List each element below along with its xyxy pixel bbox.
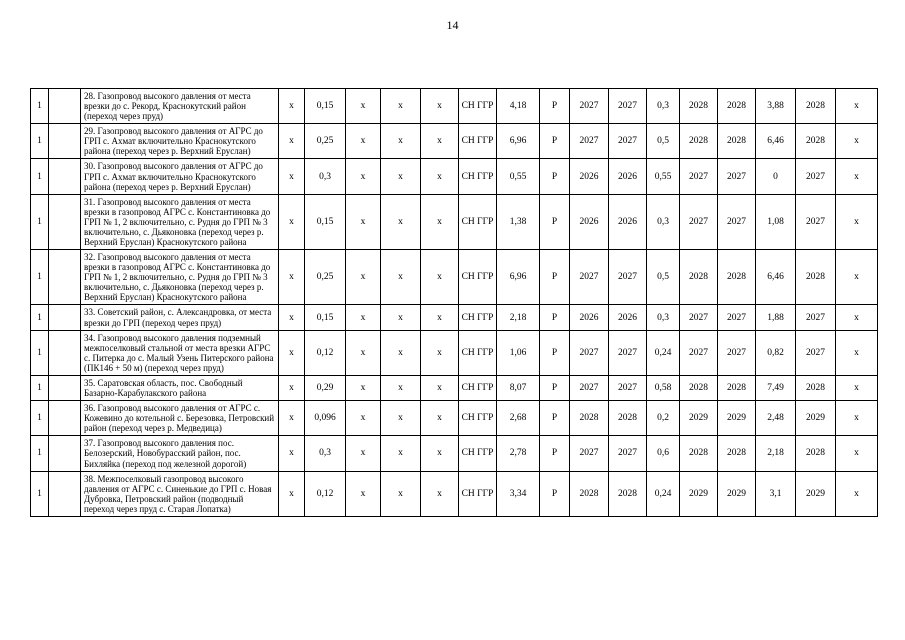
value-cell: 0,3 [647, 194, 680, 249]
value-cell: 2027 [718, 194, 756, 249]
value-cell: 0,3 [305, 436, 346, 471]
value-cell: СН ГГР [459, 159, 497, 194]
table-row [31, 401, 878, 436]
value-cell: 2027 [796, 305, 836, 330]
value-cell: 2028 [796, 250, 836, 305]
value-cell: 3,88 [756, 89, 796, 124]
description-cell: 38. Межпоселковый газопровод высокого давления от АГРС с. Синенькие до ГРП с. Новая Дубровка, Петровский район (подводный переход через пруд с. Старая Лопатка) [81, 471, 279, 516]
value-cell: 0,55 [647, 159, 680, 194]
value-cell: 6,46 [756, 250, 796, 305]
value-cell: 0,6 [647, 436, 680, 471]
value-cell: x [836, 330, 878, 375]
value-cell: 0,5 [647, 124, 680, 159]
value-cell: x [381, 89, 421, 124]
value-cell: Р [540, 159, 570, 194]
value-cell: x [346, 124, 381, 159]
description-cell: 31. Газопровод высокого давления от места врезки в газопровод АГРС с. Константиновка до ГРП № 1, 2 включительно, с. Рудня до ГРП № 3 включительно, с. Дьяконовка (переход через р. Верхний Еруслан) Краснокутского района [81, 194, 279, 249]
value-cell: x [421, 159, 459, 194]
value-cell: 2,48 [756, 401, 796, 436]
value-cell: 1,08 [756, 194, 796, 249]
value-cell: 0,24 [647, 471, 680, 516]
value-cell: x [279, 124, 305, 159]
value-cell: 1 [31, 89, 49, 124]
value-cell: 0,15 [305, 89, 346, 124]
table-row [31, 89, 878, 124]
value-cell: x [346, 250, 381, 305]
value-cell: x [421, 375, 459, 400]
value-cell: x [279, 436, 305, 471]
value-cell: 2027 [680, 159, 718, 194]
value-cell: x [279, 89, 305, 124]
value-cell: Р [540, 330, 570, 375]
value-cell: x [836, 159, 878, 194]
value-cell: x [279, 159, 305, 194]
description-cell: 37. Газопровод высокого давления пос. Белозерский, Новобурасский район, пос. Бихляйка (переход под железной дорогой) [81, 436, 279, 471]
value-cell: 2027 [609, 330, 647, 375]
value-cell: 1,38 [497, 194, 540, 249]
value-cell: x [346, 436, 381, 471]
value-cell: 2027 [609, 250, 647, 305]
value-cell: x [381, 401, 421, 436]
value-cell: 2028 [796, 375, 836, 400]
value-cell: 2029 [796, 401, 836, 436]
value-cell: x [381, 159, 421, 194]
value-cell: 0,096 [305, 401, 346, 436]
value-cell: x [279, 330, 305, 375]
value-cell: 2027 [609, 124, 647, 159]
value-cell: 1 [31, 250, 49, 305]
value-cell: x [381, 305, 421, 330]
value-cell: 0,12 [305, 471, 346, 516]
value-cell: 0,15 [305, 305, 346, 330]
description-cell: 33. Советский район, с. Александровка, от места врезки до ГРП (переход через пруд) [81, 305, 279, 330]
value-cell: Р [540, 471, 570, 516]
value-cell: 2,68 [497, 401, 540, 436]
value-cell: 2027 [609, 436, 647, 471]
value-cell: Р [540, 436, 570, 471]
value-cell: 0,25 [305, 124, 346, 159]
value-cell: x [346, 401, 381, 436]
value-cell: 2027 [570, 375, 609, 400]
value-cell: 0,24 [647, 330, 680, 375]
value-cell: СН ГГР [459, 471, 497, 516]
value-cell: 2029 [796, 471, 836, 516]
value-cell: x [346, 330, 381, 375]
value-cell: x [421, 436, 459, 471]
value-cell: x [421, 89, 459, 124]
value-cell: 0,58 [647, 375, 680, 400]
value-cell: x [836, 401, 878, 436]
value-cell: 2026 [570, 305, 609, 330]
value-cell: Р [540, 124, 570, 159]
value-cell: 2028 [718, 436, 756, 471]
value-cell [49, 89, 81, 124]
table-row [31, 124, 878, 159]
value-cell: 2027 [570, 89, 609, 124]
value-cell: 7,49 [756, 375, 796, 400]
value-cell: 1 [31, 124, 49, 159]
value-cell: СН ГГР [459, 124, 497, 159]
value-cell: 2027 [680, 330, 718, 375]
value-cell: x [346, 194, 381, 249]
value-cell: 2026 [570, 159, 609, 194]
value-cell: СН ГГР [459, 305, 497, 330]
value-cell: 1,88 [756, 305, 796, 330]
value-cell: 2029 [718, 471, 756, 516]
value-cell: x [421, 124, 459, 159]
value-cell: Р [540, 89, 570, 124]
value-cell [49, 471, 81, 516]
value-cell: 1 [31, 159, 49, 194]
table-row [31, 305, 878, 330]
value-cell: x [381, 330, 421, 375]
value-cell: 0,2 [647, 401, 680, 436]
value-cell: 0,3 [305, 159, 346, 194]
value-cell: x [836, 124, 878, 159]
value-cell: x [279, 471, 305, 516]
value-cell: 6,46 [756, 124, 796, 159]
value-cell: x [836, 471, 878, 516]
value-cell: СН ГГР [459, 375, 497, 400]
value-cell: x [381, 375, 421, 400]
value-cell: СН ГГР [459, 401, 497, 436]
value-cell: 2027 [570, 124, 609, 159]
value-cell: x [421, 194, 459, 249]
value-cell: 1 [31, 436, 49, 471]
value-cell: 6,96 [497, 124, 540, 159]
value-cell [49, 375, 81, 400]
value-cell: 0,15 [305, 194, 346, 249]
value-cell: 0,5 [647, 250, 680, 305]
value-cell: x [346, 471, 381, 516]
description-cell: 32. Газопровод высокого давления от места врезки в газопровод АГРС с. Константиновка до ГРП № 1, 2 включительно, с. Рудня до ГРП № 3 включительно, с. Дьяконовка (переход через р. Верхний Еруслан) Краснокутского района [81, 250, 279, 305]
value-cell: Р [540, 375, 570, 400]
value-cell: 2026 [609, 159, 647, 194]
value-cell [49, 194, 81, 249]
description-cell: 36. Газопровод высокого давления от АГРС с. Кожевино до котельной с. Березовка, Петровский район (переход через р. Медведица) [81, 401, 279, 436]
value-cell: 1 [31, 305, 49, 330]
value-cell: x [836, 194, 878, 249]
table-row [31, 250, 878, 305]
table-row [31, 471, 878, 516]
value-cell: 2027 [796, 330, 836, 375]
value-cell: 2026 [570, 194, 609, 249]
value-cell: x [381, 250, 421, 305]
value-cell: x [279, 194, 305, 249]
value-cell: 0,3 [647, 305, 680, 330]
value-cell [49, 305, 81, 330]
value-cell: 2028 [570, 471, 609, 516]
value-cell: x [836, 250, 878, 305]
value-cell: x [381, 436, 421, 471]
value-cell: 2027 [796, 159, 836, 194]
value-cell: x [346, 305, 381, 330]
value-cell: 1 [31, 471, 49, 516]
value-cell: 2028 [680, 250, 718, 305]
value-cell: Р [540, 401, 570, 436]
value-cell: 2027 [796, 194, 836, 249]
pipeline-table [30, 88, 878, 517]
value-cell: 6,96 [497, 250, 540, 305]
table-body [31, 89, 878, 517]
value-cell: 2028 [718, 89, 756, 124]
value-cell: 2027 [570, 330, 609, 375]
description-cell: 34. Газопровод высокого давления подземный межпоселковый стальной от места врезки АГРС с. Питерка до с. Малый Узень Питерского района (ПК146 + 50 м) (переход через пруд) [81, 330, 279, 375]
value-cell: 1 [31, 330, 49, 375]
value-cell: 0 [756, 159, 796, 194]
table-row [31, 194, 878, 249]
value-cell: 2,78 [497, 436, 540, 471]
value-cell: x [421, 330, 459, 375]
value-cell: x [381, 124, 421, 159]
value-cell: 2028 [680, 124, 718, 159]
value-cell: 2027 [570, 436, 609, 471]
value-cell: СН ГГР [459, 194, 497, 249]
value-cell: x [836, 305, 878, 330]
value-cell: x [381, 471, 421, 516]
value-cell: x [421, 305, 459, 330]
value-cell: 2,18 [497, 305, 540, 330]
value-cell: x [346, 375, 381, 400]
value-cell [49, 436, 81, 471]
table-row [31, 330, 878, 375]
value-cell: 2029 [718, 401, 756, 436]
value-cell: 2029 [680, 401, 718, 436]
value-cell: СН ГГР [459, 250, 497, 305]
value-cell: 2027 [680, 305, 718, 330]
value-cell: x [421, 401, 459, 436]
value-cell: 2028 [680, 436, 718, 471]
description-cell: 28. Газопровод высокого давления от места врезки до с. Рекорд, Краснокутский район (переход через пруд) [81, 89, 279, 124]
value-cell: 0,29 [305, 375, 346, 400]
value-cell: 3,34 [497, 471, 540, 516]
value-cell: x [836, 89, 878, 124]
value-cell: 4,18 [497, 89, 540, 124]
value-cell: x [836, 436, 878, 471]
value-cell: 2027 [718, 330, 756, 375]
value-cell: 0,55 [497, 159, 540, 194]
value-cell: x [346, 159, 381, 194]
value-cell: x [279, 401, 305, 436]
value-cell: 2028 [796, 124, 836, 159]
page-number: 14 [446, 18, 459, 32]
value-cell: 2028 [609, 471, 647, 516]
value-cell: 0,25 [305, 250, 346, 305]
value-cell: x [421, 250, 459, 305]
value-cell: 2028 [796, 436, 836, 471]
value-cell: СН ГГР [459, 330, 497, 375]
value-cell: 0,82 [756, 330, 796, 375]
value-cell: x [836, 375, 878, 400]
value-cell [49, 330, 81, 375]
value-cell: 2026 [609, 194, 647, 249]
value-cell: СН ГГР [459, 89, 497, 124]
value-cell [49, 250, 81, 305]
value-cell: 1 [31, 375, 49, 400]
value-cell: 8,07 [497, 375, 540, 400]
value-cell: 2028 [796, 89, 836, 124]
value-cell: x [381, 194, 421, 249]
value-cell: 2027 [609, 89, 647, 124]
value-cell: x [279, 305, 305, 330]
value-cell: 2028 [609, 401, 647, 436]
value-cell: Р [540, 305, 570, 330]
value-cell: 2027 [609, 375, 647, 400]
table-row [31, 436, 878, 471]
value-cell: 1 [31, 194, 49, 249]
value-cell: 1,06 [497, 330, 540, 375]
value-cell: Р [540, 194, 570, 249]
value-cell: x [279, 250, 305, 305]
value-cell: 1 [31, 401, 49, 436]
table-row [31, 159, 878, 194]
value-cell: Р [540, 250, 570, 305]
value-cell [49, 401, 81, 436]
value-cell: x [346, 89, 381, 124]
value-cell: 2026 [609, 305, 647, 330]
value-cell: x [421, 471, 459, 516]
value-cell: 0,3 [647, 89, 680, 124]
value-cell [49, 124, 81, 159]
value-cell: 2028 [718, 124, 756, 159]
value-cell: 2027 [718, 159, 756, 194]
value-cell: 2027 [718, 305, 756, 330]
value-cell: 2028 [680, 89, 718, 124]
value-cell: 3,1 [756, 471, 796, 516]
description-cell: 30. Газопровод высокого давления от АГРС до ГРП с. Ахмат включительно Краснокутского района (переход через р. Верхний Еруслан) [81, 159, 279, 194]
value-cell: 2028 [718, 250, 756, 305]
value-cell: x [279, 375, 305, 400]
value-cell: 0,12 [305, 330, 346, 375]
value-cell: 2028 [680, 375, 718, 400]
value-cell: 2027 [570, 250, 609, 305]
value-cell: 2028 [570, 401, 609, 436]
value-cell: 2,18 [756, 436, 796, 471]
description-cell: 35. Саратовская область, пос. Свободный Базарно-Карабулакского района [81, 375, 279, 400]
description-cell: 29. Газопровод высокого давления от АГРС до ГРП с. Ахмат включительно Краснокутского района (переход через р. Верхний Еруслан) [81, 124, 279, 159]
value-cell: 2029 [680, 471, 718, 516]
value-cell: 2027 [680, 194, 718, 249]
table-row [31, 375, 878, 400]
value-cell: 2028 [718, 375, 756, 400]
value-cell [49, 159, 81, 194]
value-cell: СН ГГР [459, 436, 497, 471]
